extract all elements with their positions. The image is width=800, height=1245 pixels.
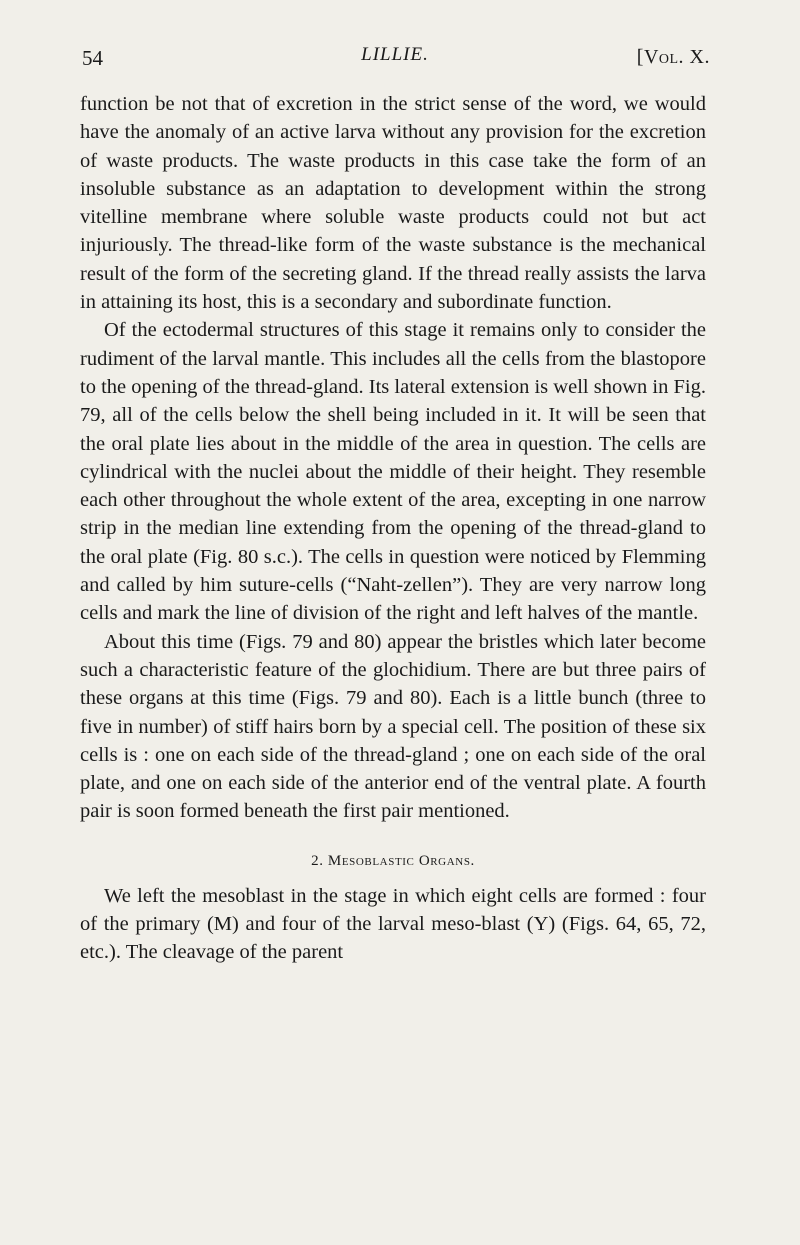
body-text (80, 90, 706, 967)
volume-label: [Vol. X. (636, 46, 710, 68)
paragraph-continued: function be not that of excretion in the strict sense of the word, we would have the anomaly of an active larva without any provision for the excretion of waste products. The waste products in this case take the form of an insoluble substance as an adaptation to development within the strong vitelline membrane where soluble waste products could not but act injuriously. The thread-like form of the waste substance is the mechanical result of the form of the secreting gland. If the thread really assists the larva in attaining its host, this is a secondary and subordinate function. (80, 93, 706, 314)
paragraph-bristles: About this time (Figs. 79 and 80) appear the bristles which later become such a characteristic feature of the glochidium. There are but three pairs of these organs at this time (Figs. 79 and 80). Each is a little bunch (three to five in number) of stiff hairs born by a special cell. The position of these six cells is : one on each side of the thread-gland ; one on each side of the oral plate, and one on each side of the anterior end of the ventral plate. A fourth pair is soon formed beneath the first pair mentioned. (80, 630, 706, 823)
paragraph-larval-mantle: Of the ectodermal structures of this stage it remains only to consider the rudiment of the larval mantle. This includes all the cells from the blastopore to the opening of the thread-gland. Its lateral extension is well shown in Fig. 79, all of the cells below the shell being included in it. It will be seen that the oral plate lies about in the middle of the area in question. The cells are cylindrical with the nuclei about the middle of their height. They resemble each other throughout the whole extent of the area, excepting in one narrow strip in the median line extending from the opening of the thread-gland to the oral plate (Fig. 80 s.c.). The cells in question were noticed by Flemming and called by him suture-cells (“Naht-zellen”). They are very narrow long cells and mark the line of division of the right and left halves of the mantle. (80, 319, 706, 625)
running-head (80, 44, 710, 74)
page-number: 54 (82, 46, 103, 70)
section-heading: 2. Mesoblastic Organs. (311, 852, 475, 869)
paragraph-mesoblast: We left the mesoblast in the stage in which eight cells are formed : four of the primary (M) and four of the larval meso-blast (Y) (Figs. 64, 65, 72, etc.). The cleavage of the parent (80, 884, 706, 964)
running-title: LILLIE. (361, 44, 429, 65)
